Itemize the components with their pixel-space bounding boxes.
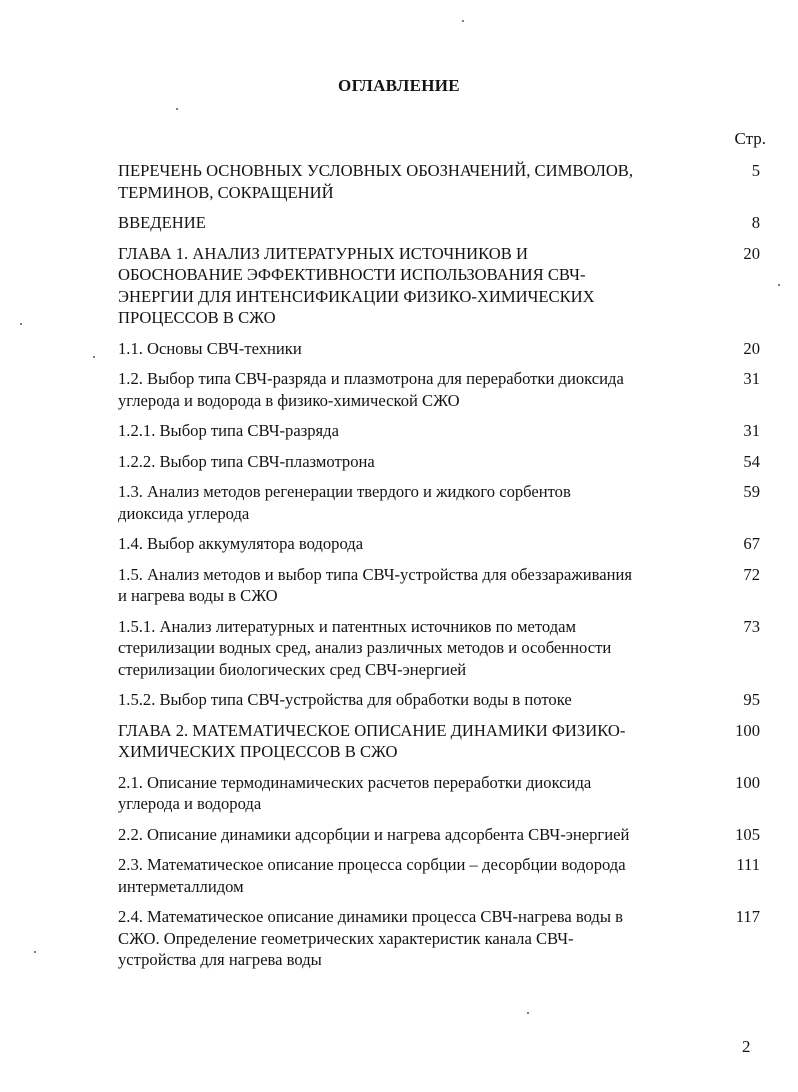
toc-entry-page: 105	[735, 824, 760, 844]
toc-entry	[118, 481, 768, 524]
toc-entry-page: 20	[743, 243, 760, 263]
toc-entry	[118, 368, 768, 411]
toc-entry-page: 8	[751, 213, 760, 232]
toc-entry-page: 59	[743, 482, 760, 501]
toc-entry	[118, 160, 768, 203]
toc-entry-title: ВВЕДЕНИЕ	[118, 213, 206, 232]
toc-entry-page: 5	[751, 161, 760, 180]
table-of-contents	[118, 160, 768, 980]
toc-entry-page: 31	[743, 421, 760, 440]
toc-entry-title: ГЛАВА 2. МАТЕМАТИЧЕСКОЕ ОПИСАНИЕ ДИНАМИКИ ФИЗИКО- ХИМИЧЕСКИХ ПРОЦЕССОВ В СЖО	[118, 720, 626, 761]
scan-speck	[176, 108, 178, 110]
toc-entry	[118, 854, 768, 897]
toc-entry-title: 1.1. Основы СВЧ-техники	[118, 338, 302, 358]
toc-entry-page: 111	[736, 855, 760, 874]
toc-entry-title: 1.3. Анализ методов регенерации твердого и жидкого сорбентов диоксида углерода	[118, 482, 571, 523]
scan-speck	[462, 20, 464, 22]
toc-entry	[118, 906, 768, 971]
toc-entry	[118, 564, 768, 607]
toc-entry-page: 73	[743, 616, 760, 636]
page-column-header: Стр.	[734, 129, 766, 148]
toc-entry	[118, 720, 768, 763]
toc-entry-page: 20	[743, 338, 760, 358]
toc-entry-page: 54	[743, 451, 760, 471]
toc-entry-title: 2.4. Математическое описание динамики процесса СВЧ-нагрева воды в СЖО. Определение геометрических характеристик канала СВЧ- устройства для нагрева воды	[118, 907, 623, 969]
toc-entry	[118, 533, 768, 555]
page-number: 2	[742, 1037, 751, 1056]
toc-entry-title: 2.3. Математическое описание процесса сорбции – десорбции водорода интерметаллидом	[118, 855, 626, 896]
toc-entry	[118, 338, 768, 360]
toc-entry	[118, 212, 768, 234]
toc-entry	[118, 243, 768, 329]
toc-entry-page: 100	[735, 720, 760, 740]
toc-entry-title: 2.1. Описание термодинамических расчетов переработки диоксида углерода и водорода	[118, 772, 592, 813]
scan-speck	[20, 323, 22, 325]
toc-entry	[118, 451, 768, 473]
toc-entry	[118, 420, 768, 442]
scan-speck	[34, 951, 36, 953]
scan-speck	[93, 356, 95, 358]
scan-speck	[778, 284, 780, 286]
toc-entry-page: 67	[743, 534, 760, 553]
toc-entry-page: 72	[743, 564, 760, 584]
toc-entry-title: 1.5. Анализ методов и выбор типа СВЧ-устройства для обеззараживания и нагрева воды в СЖО	[118, 564, 633, 605]
toc-entry-page: 95	[743, 690, 760, 709]
toc-entry-page: 117	[735, 907, 760, 926]
toc-entry	[118, 689, 768, 711]
toc-entry-title: 1.5.1. Анализ литературных и патентных источников по методам стерилизации водных сред, анализ различных методов и особенности стерилизации биологических сред СВЧ-энергией	[118, 616, 612, 679]
toc-entry-title: 1.2.2. Выбор типа СВЧ-плазмотрона	[118, 451, 375, 471]
toc-entry-title: 1.2. Выбор типа СВЧ-разряда и плазмотрона для переработки диоксида углерода и водорода в физико-химической СЖО	[118, 369, 624, 410]
toc-entry-title: ПЕРЕЧЕНЬ ОСНОВНЫХ УСЛОВНЫХ ОБОЗНАЧЕНИЙ, СИМВОЛОВ, ТЕРМИНОВ, СОКРАЩЕНИЙ	[118, 161, 634, 202]
toc-entry-page: 100	[735, 772, 760, 792]
scan-speck	[527, 1012, 529, 1014]
toc-entry-title: 1.5.2. Выбор типа СВЧ-устройства для обработки воды в потоке	[118, 690, 572, 709]
page-title: ОГЛАВЛЕНИЕ	[338, 76, 460, 95]
toc-entry-title: 1.2.1. Выбор типа СВЧ-разряда	[118, 421, 339, 440]
toc-entry-title: ГЛАВА 1. АНАЛИЗ ЛИТЕРАТУРНЫХ ИСТОЧНИКОВ И ОБОСНОВАНИЕ ЭФФЕКТИВНОСТИ ИСПОЛЬЗОВАНИЯ СВЧ- ЭНЕРГИИ ДЛЯ ИНТЕНСИФИКАЦИИ ФИЗИКО-ХИМИЧЕСКИХ ПРОЦЕССОВ В СЖО	[118, 243, 595, 327]
toc-entry-page: 31	[743, 369, 760, 388]
toc-entry	[118, 824, 768, 846]
toc-entry-title: 2.2. Описание динамики адсорбции и нагрева адсорбента СВЧ-энергией	[118, 824, 630, 844]
toc-entry	[118, 772, 768, 815]
toc-entry-title: 1.4. Выбор аккумулятора водорода	[118, 534, 364, 553]
toc-entry	[118, 616, 768, 681]
